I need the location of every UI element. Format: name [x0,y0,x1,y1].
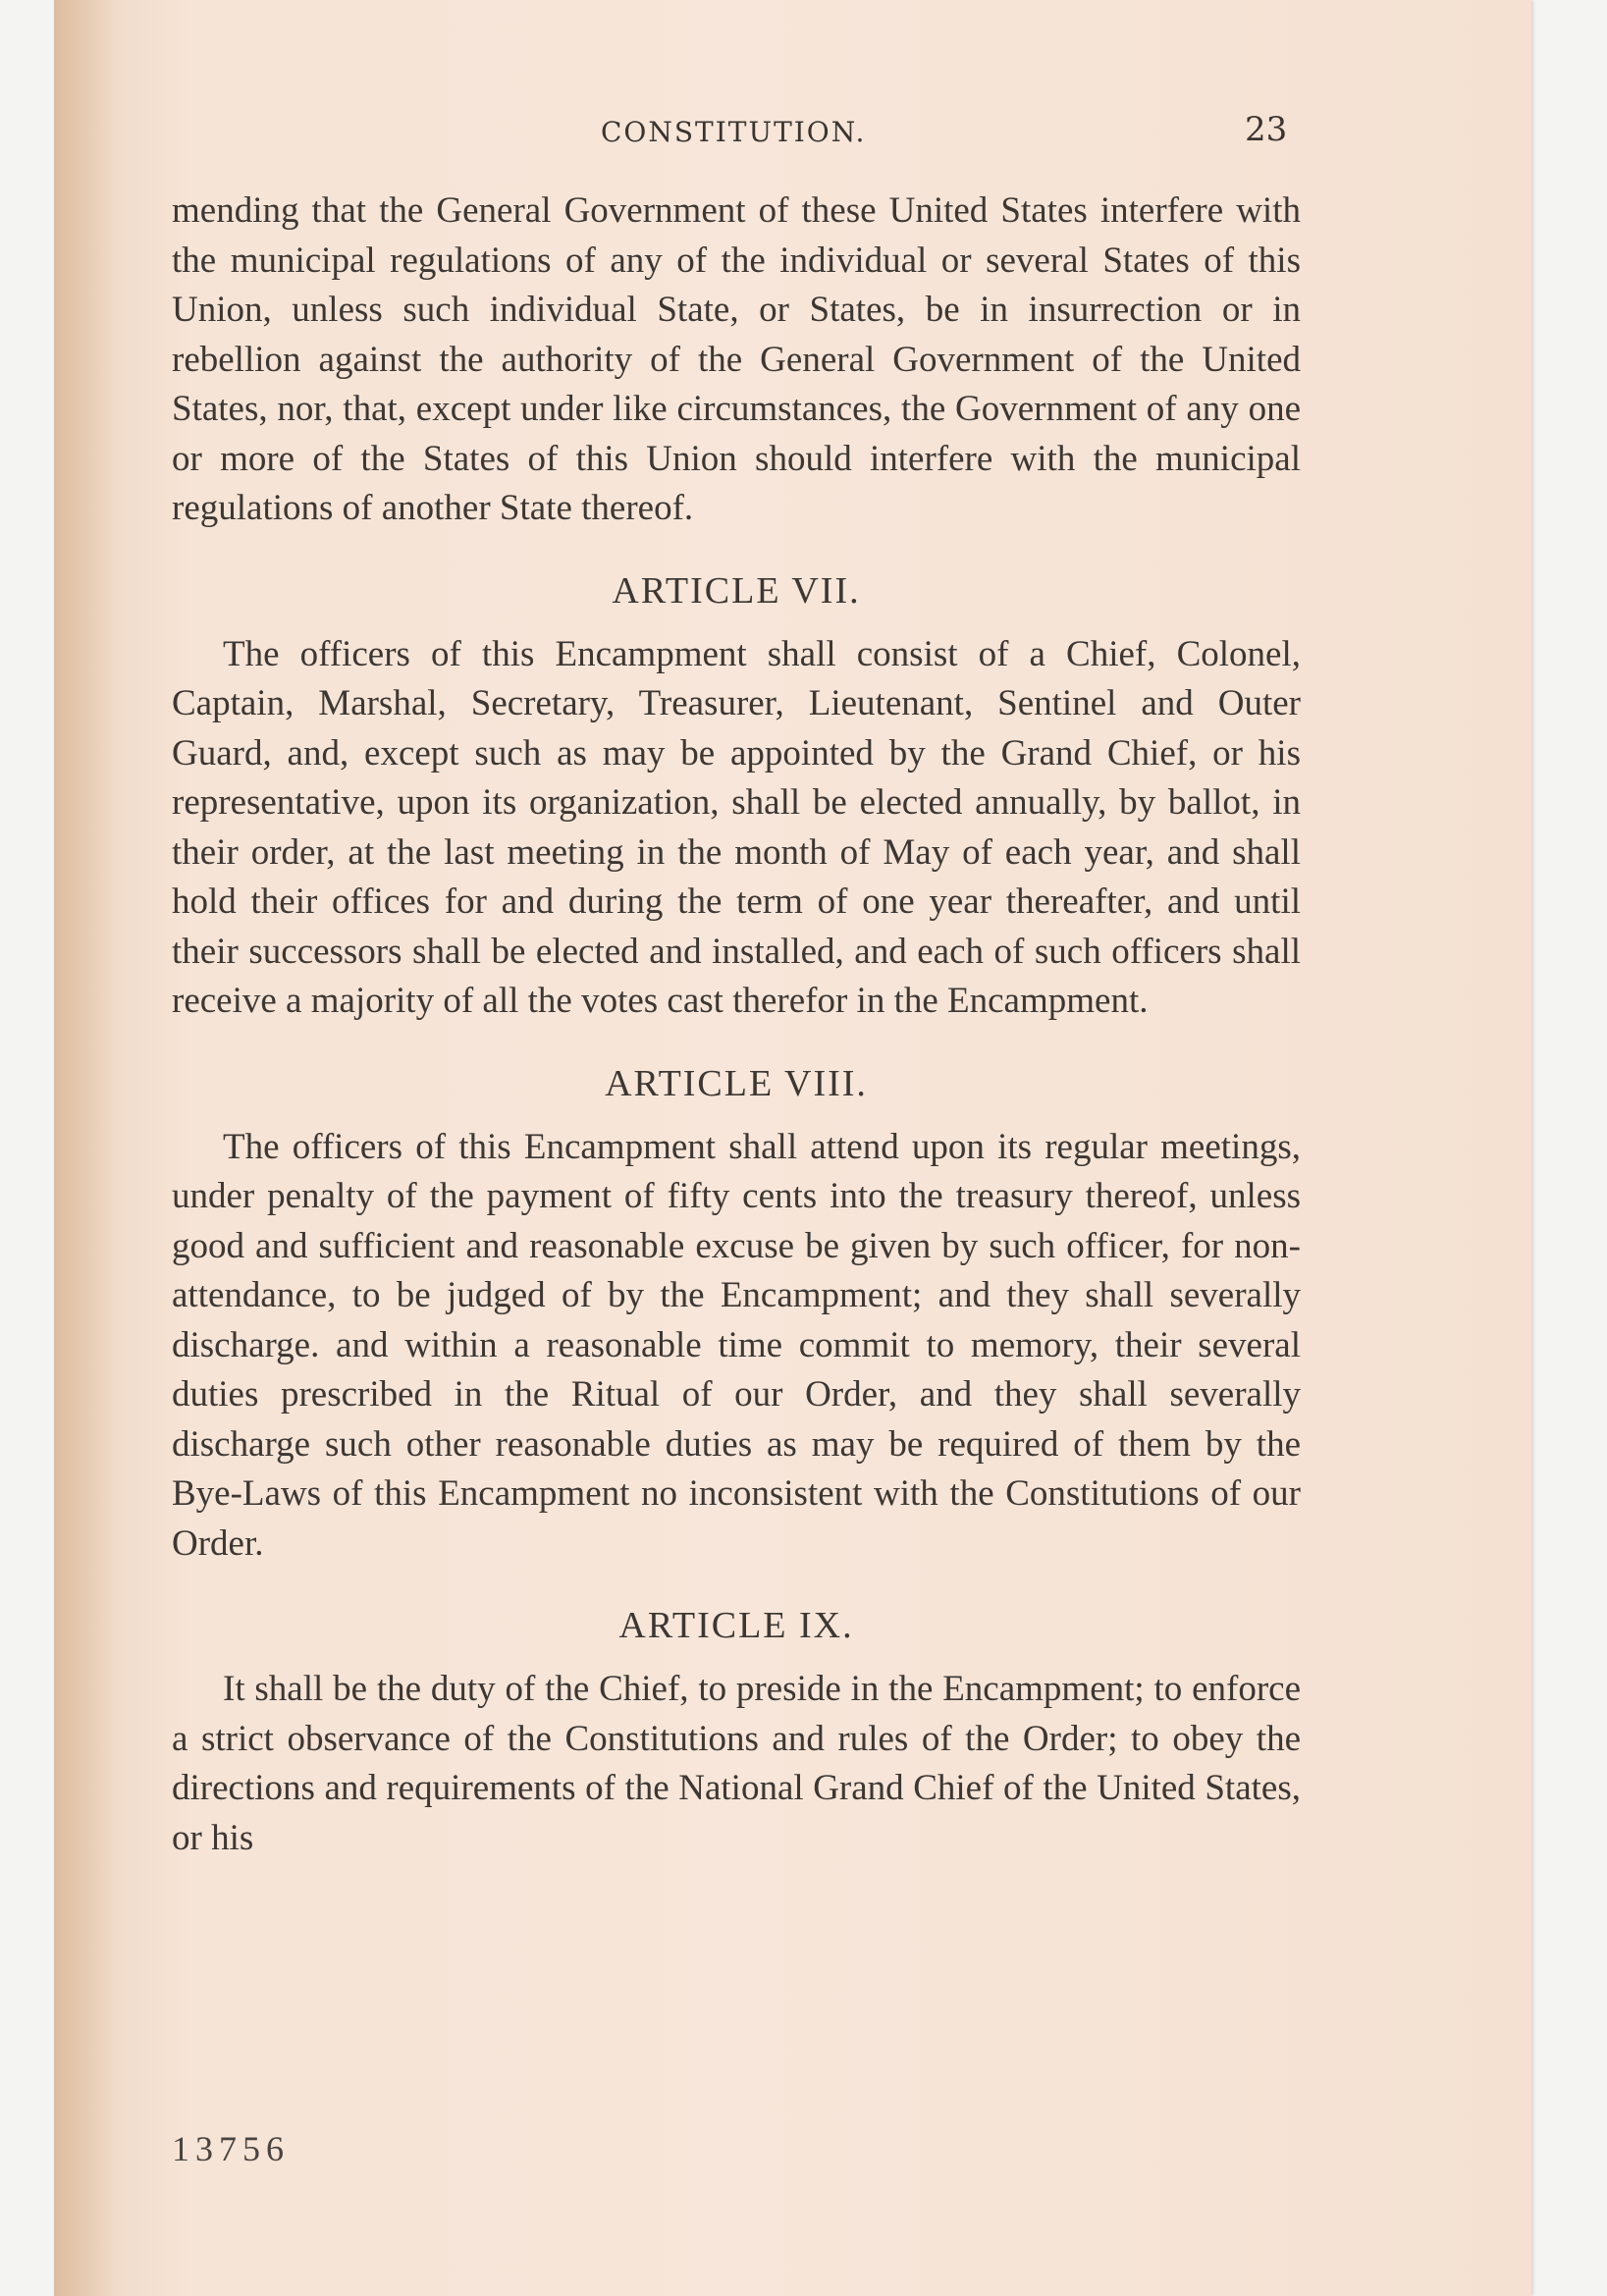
page-header [54,110,1531,149]
signature-mark: 13756 [172,2129,290,2168]
body-text [172,187,1301,1863]
article-heading-ix: ARTICLE IX. [618,1605,854,1646]
paragraph-article-viii: The officers of this Encampment shall attend upon its regular meetings, under penalty of the payment of fifty cents into the treasury thereof, unless good and sufficient and reasonable excuse be given by such officer, for non-attendance, to be judged of by the Encampment; and they shall severally discharge. and within a reasonable time commit to memory, their several duties prescribed in the Ritual of our Order, and they shall severally discharge such other reasonable duties as may be required of them by the Bye-Laws of this Encampment no inconsistent with the Constitutions of our Order. [172,1126,1301,1564]
paragraph-article-ix: It shall be the duty of the Chief, to preside in the Encampment; to enforce a strict observance of the Constitutions and rules of the Order; to obey the directions and requirements of the National Grand Chief of the United States, or his [172,1669,1301,1858]
article-heading-vii: ARTICLE VII. [612,569,861,612]
article-heading-viii: ARTICLE VIII. [605,1062,868,1104]
document-page [54,0,1531,2296]
paragraph-continuation: mending that the General Government of these United States interfere with the municipal regulations of any of the individual or several States of this Union, unless such individual State, or States, be in insurrection or in rebellion against the authority of the General Government of the United States, nor, that, except under like circumstances, the Government of any one or more of the States of this Union should interfere with the municipal regulations of another State thereof. [172,190,1301,528]
page-number: 23 [1245,110,1288,149]
paragraph-article-vii: The officers of this Encampment shall consist of a Chief, Colonel, Captain, Marshal, Secretary, Treasurer, Lieutenant, Sentinel and Outer Guard, and, except such as may be appointed by the Grand Chief, or his representative, upon its organization, shall be elected annually, by ballot, in their order, at the last meeting in the month of May of each year, and shall hold their offices for and during the term of one year thereafter, and until their successors shall be elected and installed, and each of such officers shall receive a majority of all the votes cast therefor in the Encampment. [172,633,1301,1021]
running-head: CONSTITUTION. [601,116,867,148]
